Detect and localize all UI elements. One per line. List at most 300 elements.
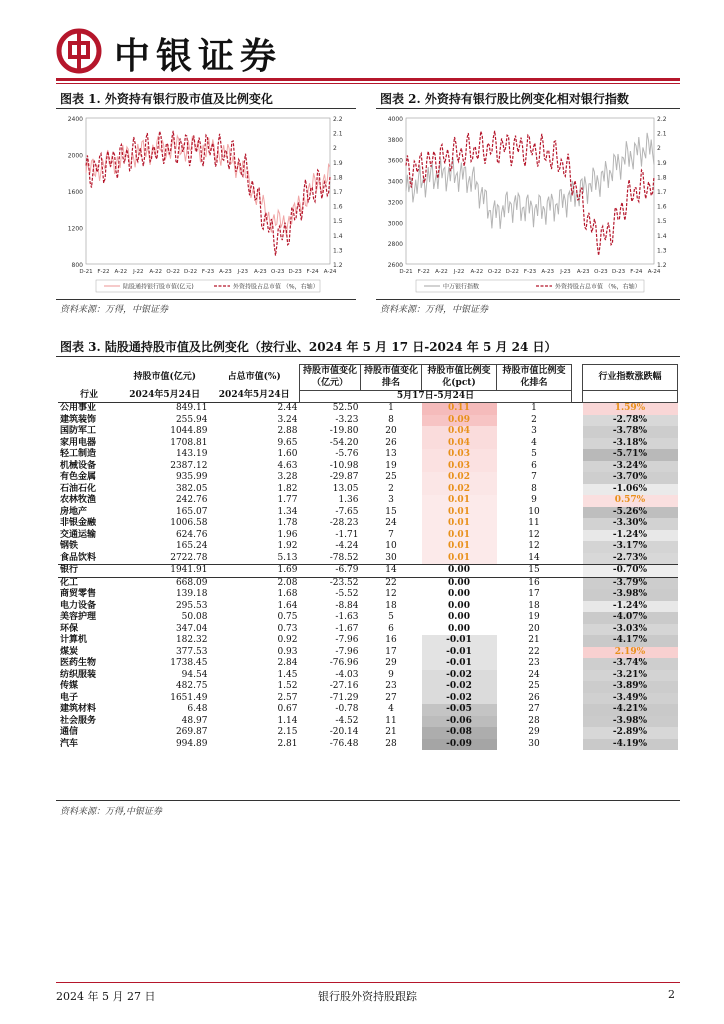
cell-idx: 1.59% [583, 403, 678, 415]
cell-idx: -3.79% [583, 577, 678, 589]
cell-chg: -29.87 [329, 472, 359, 482]
cell-pchg: 0.01 [422, 553, 497, 565]
cell-mv: 165.24 [175, 541, 208, 551]
th-mv: 持股市值(亿元) [133, 371, 196, 382]
table-row [58, 681, 678, 693]
th-date2: 2024年5月24日 [218, 390, 290, 401]
cell-gap [572, 635, 583, 647]
cell-pchg: 0.03 [422, 461, 497, 473]
cell-pct: 3.24 [277, 414, 298, 425]
cell-chg: 13.05 [332, 483, 359, 494]
cell-rank: 18 [385, 600, 397, 611]
cell-mv: 269.87 [175, 727, 208, 737]
y-left-tick: 3400 [387, 178, 403, 186]
cell-pchg: 0.04 [422, 438, 497, 450]
cell-prank: 11 [528, 518, 540, 528]
x-tick: J-23 [237, 269, 249, 275]
cell-rank: 5 [388, 612, 394, 622]
table-row [58, 507, 678, 519]
cell-pchg: 0.00 [448, 600, 470, 611]
cell-rank: 6 [388, 623, 394, 634]
y-right-tick: 2.2 [657, 116, 667, 123]
cell-idx: -3.49% [583, 693, 678, 705]
cell-gap [572, 693, 583, 705]
cell-mv: 382.05 [175, 483, 208, 494]
cell-pct: 4.63 [277, 460, 298, 471]
cell-gap [572, 681, 583, 693]
cell-name: 国防军工 [60, 426, 97, 436]
fig3-title: 图表 3. 陆股通持股市值及比例变化（按行业、2024 年 5 月 17 日-2024 年 5 月 24 日） [60, 340, 557, 354]
plot-frame [406, 118, 654, 264]
cell-chg: 52.50 [332, 403, 359, 413]
cell-pct: 2.08 [277, 577, 298, 588]
fig3-top-rule [56, 356, 680, 357]
cell-name: 计算机 [60, 635, 88, 645]
cell-gap [572, 472, 583, 484]
cell-pct: 1.82 [277, 483, 298, 494]
cell-mv: 139.18 [175, 589, 208, 599]
cell-name: 交通运输 [60, 529, 97, 540]
fig1-chart [56, 112, 356, 302]
fig2-svg [376, 112, 680, 298]
x-tick: A-24 [323, 269, 337, 275]
cell-rank: 26 [385, 437, 397, 448]
table-row [58, 541, 678, 553]
y-right-tick: 1.4 [333, 232, 343, 240]
y-right-tick: 2 [333, 145, 337, 153]
cell-idx: -3.70% [583, 472, 678, 484]
cell-pchg: 0.00 [422, 565, 497, 578]
cell-gap [572, 589, 583, 601]
y-right-tick: 1.3 [333, 247, 343, 255]
cell-idx: -1.06% [583, 484, 678, 496]
cell-idx: -3.17% [583, 541, 678, 553]
cell-pchg: 0.02 [422, 472, 497, 484]
cell-name: 汽车 [60, 738, 79, 749]
cell-name: 房地产 [60, 506, 88, 517]
cell-chg: -1.67 [335, 623, 359, 634]
cell-chg: -3.23 [335, 414, 359, 425]
cell-idx: -1.24% [583, 530, 678, 542]
fig1-svg [56, 112, 356, 298]
cell-idx: -4.21% [583, 704, 678, 716]
cell-idx: -3.03% [583, 624, 678, 636]
cell-idx: -4.07% [583, 612, 678, 624]
cell-name: 有色金属 [60, 472, 97, 482]
cell-pct: 1.45 [277, 669, 298, 680]
cell-chg: -8.84 [335, 600, 359, 611]
cell-gap [572, 612, 583, 624]
y-right-tick: 1.9 [657, 159, 667, 167]
cell-pct: 9.65 [277, 437, 298, 448]
cell-name: 医药生物 [60, 658, 97, 668]
cell-gap [572, 415, 583, 427]
fig1-top-rule [56, 108, 356, 109]
cell-prank: 10 [528, 506, 540, 517]
th-mv-rank: 持股市值变化排名 [361, 365, 422, 391]
cell-mv: 295.53 [175, 600, 208, 611]
cell-rank: 1 [388, 403, 394, 413]
cell-rank: 25 [385, 472, 397, 482]
table-row [58, 716, 678, 728]
cell-gap [572, 507, 583, 519]
table-row [58, 565, 678, 578]
cell-pchg: -0.02 [422, 670, 497, 682]
cell-prank: 19 [528, 612, 540, 622]
cell-chg: -4.24 [335, 541, 359, 551]
cell-name: 环保 [60, 623, 79, 634]
cell-prank: 18 [528, 600, 540, 611]
footer-page: 2 [668, 988, 675, 1001]
cell-rank: 7 [388, 529, 394, 540]
cell-rank: 15 [385, 506, 397, 517]
cell-pct: 2.81 [277, 738, 298, 749]
cell-idx: 2.19% [583, 647, 678, 659]
cell-pchg: 0.01 [422, 495, 497, 507]
x-tick: A-23 [576, 269, 590, 275]
y-right-tick: 1.2 [657, 262, 667, 269]
cell-mv: 1006.58 [170, 518, 208, 528]
y-right-tick: 2.2 [333, 116, 343, 123]
cell-mv: 2722.78 [170, 552, 208, 563]
cell-pchg: 0.04 [422, 426, 497, 438]
cell-idx: -3.24% [583, 461, 678, 473]
cell-name: 石油石化 [60, 483, 97, 494]
cell-rank: 2 [388, 483, 394, 494]
y-left-tick: 4000 [387, 116, 403, 123]
cell-chg: -27.16 [329, 681, 359, 691]
table-row [58, 495, 678, 507]
cell-name: 美容护理 [60, 612, 97, 622]
fig2-title: 图表 2. 外资持有银行股比例变化相对银行指数 [380, 92, 629, 106]
x-tick: A-23 [253, 269, 267, 275]
y-left-tick: 3200 [387, 199, 403, 207]
cell-prank: 12 [528, 529, 540, 540]
cell-chg: -1.71 [335, 529, 359, 540]
x-tick: D-22 [505, 269, 519, 275]
cell-gap [572, 658, 583, 670]
cell-name: 建筑装饰 [60, 414, 97, 425]
th-pct: 占总市值(%) [227, 371, 281, 382]
cell-gap [572, 624, 583, 636]
cell-mv: 347.04 [175, 623, 208, 634]
bank-of-china-logo-icon [56, 28, 102, 74]
cell-pct: 1.78 [277, 518, 298, 528]
cell-pchg: 0.11 [422, 403, 497, 415]
cell-chg: -71.29 [329, 692, 359, 703]
cell-chg: -0.78 [335, 704, 359, 714]
cell-rank: 13 [385, 449, 397, 459]
series-left-line [86, 136, 330, 236]
cell-name: 公用事业 [60, 403, 97, 413]
fig3-source: 资料来源：万得,中银证券 [60, 807, 162, 817]
y-right-tick: 1.8 [657, 174, 667, 182]
cell-gap [572, 727, 583, 739]
table-row [58, 577, 678, 589]
y-right-tick: 2.1 [657, 130, 667, 138]
cell-idx: -3.78% [583, 426, 678, 438]
cell-mv: 165.07 [175, 506, 208, 517]
cell-gap [572, 577, 583, 589]
legend-label-left: 中万银行指数 [443, 283, 480, 291]
legend-label-left: 陆股通持银行股市值(亿元) [123, 283, 194, 291]
x-tick: F-23 [523, 269, 537, 275]
cell-pchg: 0.03 [422, 449, 497, 461]
cell-pct: 0.93 [277, 646, 298, 657]
y-right-tick: 1.6 [657, 203, 667, 211]
y-left-tick: 2800 [387, 241, 403, 249]
y-right-tick: 2 [657, 145, 661, 153]
cell-idx: -5.26% [583, 507, 678, 519]
cell-chg: -1.63 [335, 612, 359, 622]
cell-pchg: 0.00 [448, 623, 470, 634]
table-row [58, 727, 678, 739]
footer-title: 银行股外资持股跟踪 [318, 990, 417, 1003]
cell-pchg: -0.02 [422, 693, 497, 705]
cell-rank: 3 [388, 495, 394, 505]
th-period: 5月17日-5月24日 [300, 390, 572, 403]
y-left-tick: 3000 [387, 220, 403, 228]
x-tick: O-23 [270, 269, 285, 275]
y-right-tick: 1.5 [333, 218, 343, 226]
cell-idx: -3.89% [583, 681, 678, 693]
th-idx: 行业指数涨跌幅 [583, 365, 678, 391]
cell-chg: -7.96 [335, 646, 359, 657]
cell-pchg: 0.01 [422, 507, 497, 519]
cell-rank: 10 [385, 541, 397, 551]
cell-name: 机械设备 [60, 460, 97, 471]
cell-chg: -7.65 [335, 506, 359, 517]
cell-chg: -78.52 [329, 552, 359, 563]
cell-name: 电力设备 [60, 600, 97, 611]
cell-pchg: -0.01 [422, 647, 497, 659]
cell-mv: 935.99 [175, 472, 208, 482]
cell-rank: 27 [385, 692, 397, 703]
fig2-top-rule [376, 108, 680, 109]
cell-mv: 624.76 [175, 529, 208, 540]
cell-pchg: -0.05 [422, 704, 497, 716]
table-row [58, 647, 678, 659]
table-row [58, 601, 678, 613]
x-tick: D-23 [611, 269, 626, 275]
cell-prank: 6 [531, 460, 537, 471]
table-row [58, 472, 678, 484]
cell-mv: 94.54 [181, 669, 208, 680]
th-date1: 2024年5月24日 [129, 390, 201, 401]
cell-idx: 0.57% [583, 495, 678, 507]
cell-name: 钢铁 [60, 541, 79, 551]
cell-prank: 1 [531, 403, 537, 413]
cell-chg: -4.52 [335, 715, 359, 726]
cell-idx: -0.70% [583, 565, 678, 578]
cell-chg: -5.52 [335, 589, 359, 599]
th-mv-chg: 持股市值变化（亿元） [300, 365, 361, 391]
cell-prank: 4 [531, 437, 537, 448]
cell-rank: 16 [385, 635, 397, 645]
cell-mv: 994.89 [175, 738, 208, 749]
cell-gap [572, 601, 583, 613]
cell-name: 农林牧渔 [60, 495, 97, 505]
holdings-table [58, 364, 678, 750]
x-tick: D-23 [288, 269, 302, 275]
x-tick: J-22 [133, 269, 144, 275]
cell-rank: 30 [385, 552, 397, 563]
cell-pct: 2.15 [277, 727, 298, 737]
cell-pct: 2.84 [277, 658, 298, 668]
x-tick: D-21 [399, 269, 413, 275]
cell-chg: -76.96 [329, 658, 359, 668]
cell-idx: -3.98% [583, 589, 678, 601]
cell-name: 煤炭 [60, 646, 79, 657]
cell-mv: 377.53 [175, 646, 208, 657]
cell-pct: 1.92 [277, 541, 298, 551]
y-right-tick: 1.6 [333, 203, 343, 211]
cell-prank: 12 [528, 541, 540, 551]
cell-prank: 20 [528, 623, 540, 634]
cell-gap [572, 426, 583, 438]
cell-pchg: -0.02 [422, 681, 497, 693]
cell-prank: 2 [531, 414, 537, 425]
cell-chg: -7.96 [335, 635, 359, 645]
cell-name: 电子 [60, 692, 79, 703]
x-tick: A-22 [470, 269, 484, 275]
cell-prank: 27 [528, 704, 540, 714]
cell-gap [572, 739, 583, 751]
cell-chg: -5.76 [335, 449, 359, 459]
cell-mv: 143.19 [175, 449, 208, 459]
table-row [58, 553, 678, 565]
cell-gap [572, 647, 583, 659]
cell-chg: -23.52 [329, 577, 359, 588]
cell-mv: 668.09 [175, 577, 208, 588]
cell-chg: -6.79 [300, 565, 361, 578]
y-right-tick: 1.7 [333, 189, 343, 196]
cell-mv: 48.97 [181, 715, 208, 726]
cell-pct: 0.75 [277, 612, 298, 622]
cell-prank: 25 [528, 681, 540, 691]
cell-gap [572, 553, 583, 565]
cell-pct: 1.64 [277, 600, 298, 611]
table-row [58, 635, 678, 647]
holdings-table-body [58, 403, 678, 751]
cell-pchg: 0.01 [422, 530, 497, 542]
cell-rank: 11 [385, 715, 397, 726]
cell-name: 建筑材料 [60, 704, 97, 714]
cell-prank: 9 [531, 495, 537, 505]
cell-name: 传媒 [60, 681, 79, 691]
cell-idx: -3.18% [583, 438, 678, 450]
cell-idx: -3.30% [583, 518, 678, 530]
cell-pct: 0.67 [277, 704, 298, 714]
table-row [58, 589, 678, 601]
fig1-title: 图表 1. 外资持有银行股市值及比例变化 [60, 92, 273, 106]
footer-date: 2024 年 5 月 27 日 [56, 990, 156, 1003]
table-row [58, 415, 678, 427]
cell-name: 通信 [60, 727, 79, 737]
cell-pct: 2.44 [277, 403, 298, 413]
cell-rank: 8 [388, 414, 394, 425]
table-row [58, 658, 678, 670]
brand-name: 中银证券 [114, 36, 283, 77]
cell-prank: 30 [528, 738, 540, 749]
cell-pct: 1.14 [277, 715, 298, 726]
cell-idx: -2.89% [583, 727, 678, 739]
cell-pchg: 0.02 [422, 484, 497, 496]
th-pct-chg: 持股市值比例变化(pct) [422, 365, 497, 391]
x-tick: F-23 [201, 269, 215, 275]
cell-mv: 2387.12 [170, 460, 208, 471]
cell-prank: 15 [497, 565, 572, 578]
cell-idx: -4.17% [583, 635, 678, 647]
cell-pchg: -0.01 [422, 658, 497, 670]
x-tick: F-22 [97, 269, 110, 275]
table-row [58, 518, 678, 530]
cell-gap [572, 670, 583, 682]
x-tick: A-24 [647, 269, 661, 275]
cell-pchg: 0.01 [422, 518, 497, 530]
cell-chg: -10.98 [329, 460, 359, 471]
cell-pct: 1.34 [277, 506, 298, 517]
cell-pchg: -0.09 [422, 739, 497, 751]
y-left-tick: 3800 [387, 136, 403, 144]
x-tick: O-23 [594, 269, 608, 275]
cell-name: 轻工制造 [60, 449, 97, 459]
cell-pchg: 0.00 [448, 612, 470, 622]
cell-mv: 1941.91 [120, 565, 209, 578]
x-tick: F-22 [417, 269, 430, 275]
cell-chg: -76.48 [329, 738, 359, 749]
table-row [58, 449, 678, 461]
cell-prank: 16 [528, 577, 540, 588]
cell-gap [572, 449, 583, 461]
cell-prank: 23 [528, 658, 540, 668]
y-left-tick: 1600 [67, 189, 83, 196]
cell-rank: 22 [385, 577, 397, 588]
cell-rank: 20 [385, 426, 397, 436]
y-right-tick: 1.2 [333, 262, 343, 269]
cell-name: 商贸零售 [60, 589, 97, 599]
cell-gap [572, 484, 583, 496]
cell-mv: 1044.89 [170, 426, 208, 436]
cell-mv: 1738.45 [170, 658, 208, 668]
cell-pct: 3.28 [277, 472, 298, 482]
legend-label-right: 外资持股占总市值 （%，右轴） [233, 283, 319, 291]
cell-pchg: -0.01 [422, 635, 497, 647]
cell-chg: -54.20 [329, 437, 359, 448]
table-row [58, 612, 678, 624]
cell-rank: 4 [388, 704, 394, 714]
cell-rank: 19 [385, 460, 397, 471]
cell-idx: -1.24% [583, 601, 678, 613]
y-right-tick: 1.7 [657, 189, 667, 196]
table-row [58, 484, 678, 496]
fig2-bottom-rule [376, 299, 680, 300]
cell-pct: 1.68 [277, 589, 298, 599]
cell-name: 纺织服装 [60, 669, 97, 680]
fig2-source: 资料来源：万得，中银证券 [380, 305, 489, 315]
cell-mv: 1651.49 [170, 692, 208, 703]
cell-gap [572, 438, 583, 450]
cell-gap [572, 704, 583, 716]
cell-prank: 22 [528, 646, 540, 657]
cell-gap [572, 518, 583, 530]
y-right-tick: 1.5 [657, 218, 667, 226]
cell-pchg: 0.09 [422, 415, 497, 427]
fig1-source: 资料来源：万得，中银证券 [60, 305, 169, 315]
y-right-tick: 1.8 [333, 174, 343, 182]
y-left-tick: 3600 [387, 157, 403, 165]
fig3-bottom-rule [56, 800, 680, 801]
